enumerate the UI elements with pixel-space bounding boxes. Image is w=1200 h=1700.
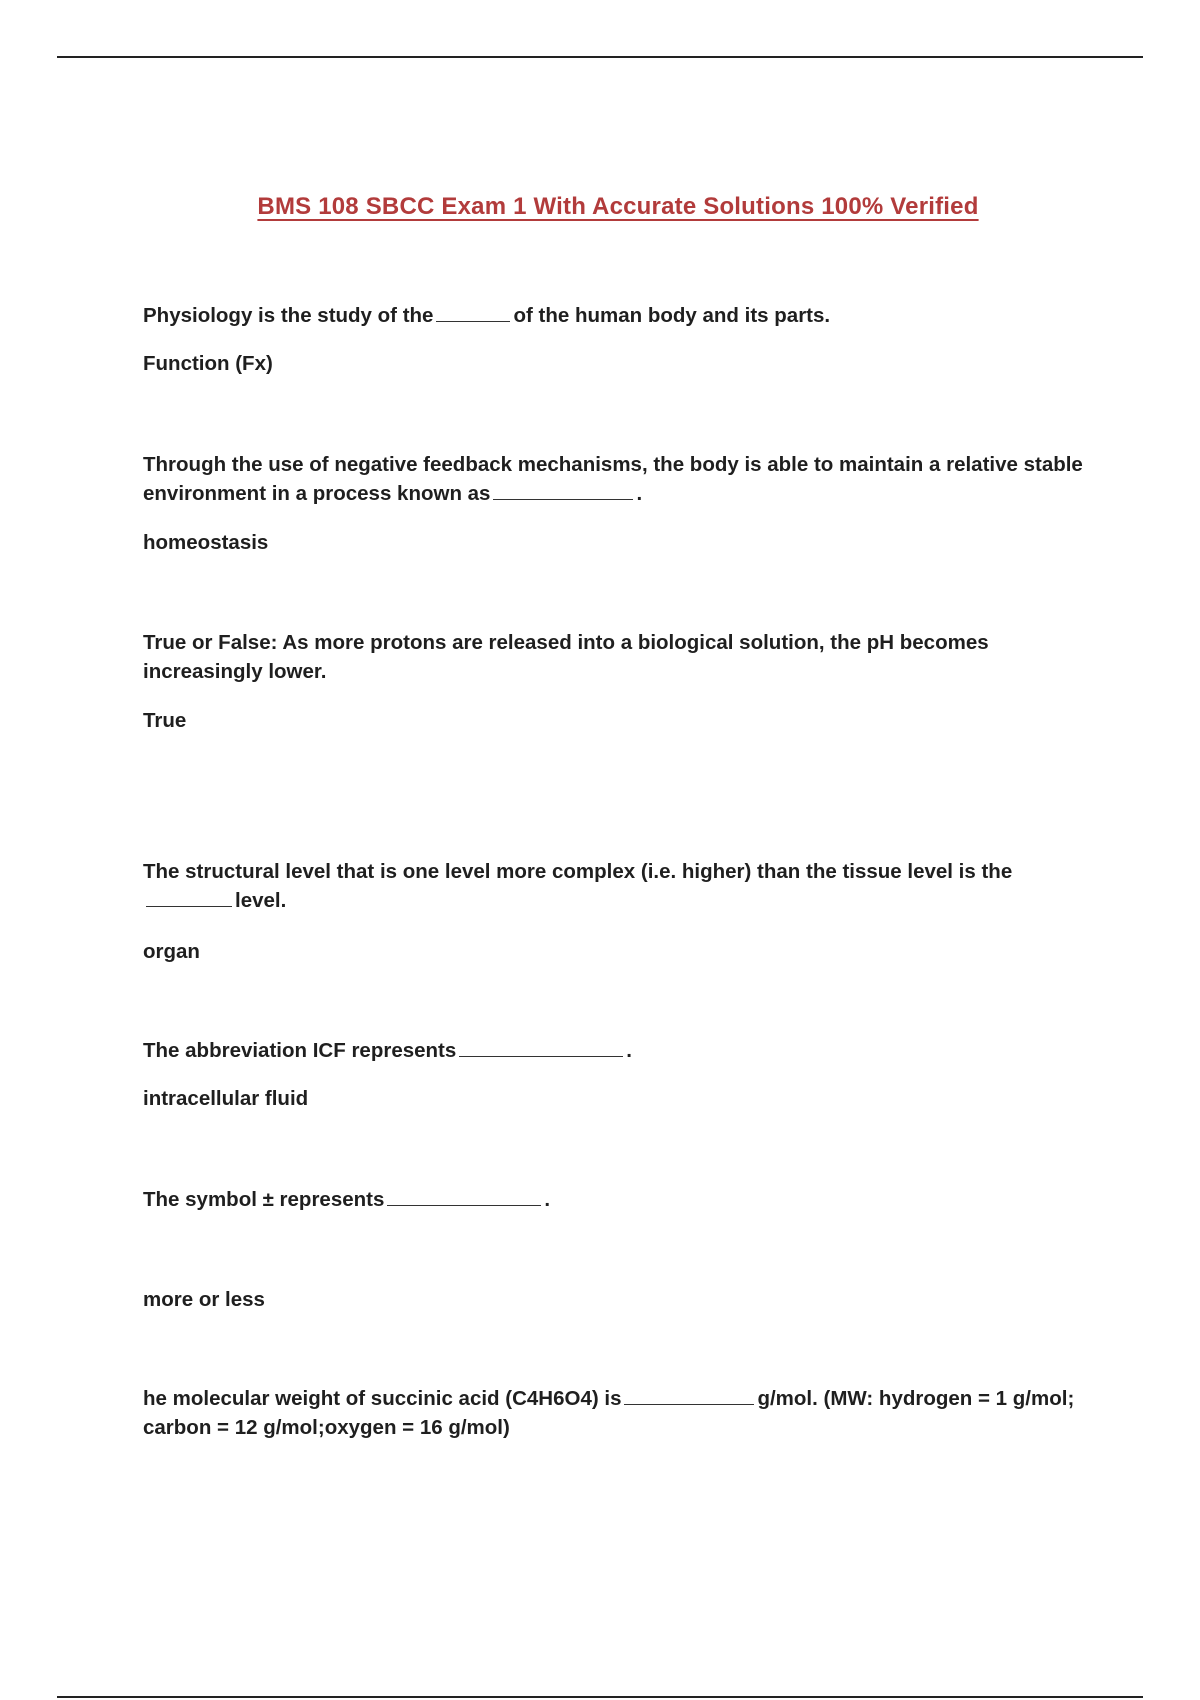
question-6-text-end: .	[544, 1188, 551, 1211]
answer-blank	[624, 1387, 754, 1405]
question-1	[143, 301, 1093, 330]
question-7-text-end: g/mol. (MW: hydrogen = 1 g/mol; carbon = 12 g/mol;oxygen = 16 g/mol)	[143, 1387, 1075, 1439]
question-3: True or False: As more protons are released into a biological solution, the pH becomes increasingly lower.	[143, 631, 989, 683]
answer-4: organ	[143, 940, 200, 963]
answer-6: more or less	[143, 1288, 265, 1311]
question-7-text-start: he molecular weight of succinic acid (C4H6O4) is	[143, 1387, 622, 1410]
answer-3: True	[143, 709, 187, 732]
question-5-text-end: .	[626, 1039, 632, 1062]
question-2-text-start: Through the use of negative feedback mechanisms, the body is able to maintain a relative stable environment in a process known as	[143, 453, 1083, 505]
top-rule	[57, 56, 1143, 58]
question-6-text-start: The symbol ± represents	[143, 1188, 385, 1211]
document-title-text: BMS 108 SBCC Exam 1 With Accurate Solutions 100% Verified	[257, 193, 979, 220]
question-6	[143, 1185, 1093, 1214]
question-4	[143, 857, 1093, 915]
answer-blank	[146, 889, 232, 907]
question-2	[143, 450, 1093, 508]
answer-5: intracellular fluid	[143, 1087, 309, 1110]
answer-1: Function (Fx)	[143, 352, 273, 375]
document-title	[0, 193, 1200, 221]
answer-blank	[459, 1039, 623, 1057]
question-1-text-start: Physiology is the study of the	[143, 304, 434, 327]
answer-blank	[436, 304, 510, 322]
answer-blank	[493, 482, 633, 500]
question-7	[143, 1384, 1093, 1442]
bottom-rule	[57, 1696, 1143, 1698]
question-2-text-end: .	[636, 482, 643, 505]
question-4-text-end: level.	[235, 889, 287, 912]
answer-blank	[387, 1188, 541, 1206]
question-4-text-start: The structural level that is one level more complex (i.e. higher) than the tissue level is the	[143, 860, 1013, 883]
question-5	[143, 1036, 1093, 1065]
question-5-text-start: The abbreviation ICF represents	[143, 1039, 457, 1062]
answer-2: homeostasis	[143, 531, 269, 554]
question-1-text-end: of the human body and its parts.	[513, 304, 831, 327]
